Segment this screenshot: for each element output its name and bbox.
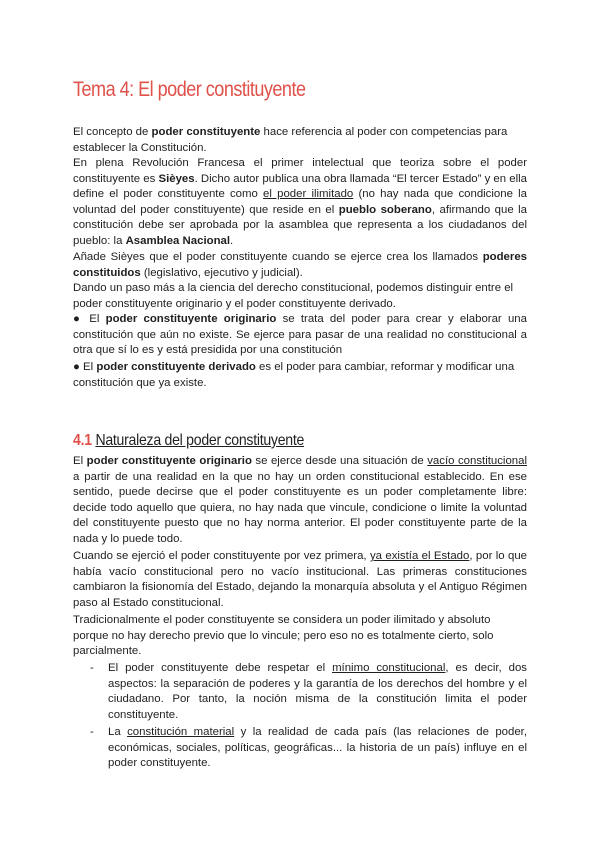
page-title: Tema 4: El poder constituyente xyxy=(73,78,306,101)
list-item xyxy=(90,661,527,723)
text: El xyxy=(82,313,106,325)
underlined-term: vacío constitucional xyxy=(427,455,527,467)
bold-term: poderes constituidos xyxy=(73,251,527,279)
text: , es decir, dos aspectos: la separación de poderes y la garantía de los derechos del hombre y el ciudadano. Por tanto, la noción misma de la constitución limita el poder constituyente. xyxy=(108,662,527,721)
intro-paragraph-3 xyxy=(73,250,527,281)
bold-term: poder constituyente xyxy=(151,126,261,138)
dash-icon: - xyxy=(90,726,94,738)
list-item-text xyxy=(108,725,527,772)
bold-term: poder constituyente derivado xyxy=(96,361,256,373)
intro-bullet-derivado xyxy=(73,360,527,391)
section-number: 4.1 xyxy=(73,432,92,449)
underlined-term: constitución material xyxy=(127,726,235,738)
text: El xyxy=(79,361,97,373)
text: se ejerce desde una situación de xyxy=(251,455,428,467)
section-paragraph-2 xyxy=(73,549,527,611)
text: , afirmando que la constitución debe ser aprobada por la asamblea que representa a los ciudadanos del pueblo: la xyxy=(73,203,528,247)
dash-icon: - xyxy=(90,662,94,674)
list-item xyxy=(90,725,527,772)
bold-term: Asamblea Nacional xyxy=(125,234,231,247)
list-item-text xyxy=(108,661,527,723)
text: se trata del poder para crear y elaborar una constitución que aún no existe. Se ejerce para pasar de una realidad no constitucional a otra que sí lo es y está presidida por una constitución xyxy=(73,313,527,357)
text: Añade Sièyes que el poder constituyente cuando se ejerce crea los llamados xyxy=(73,251,483,263)
text: El xyxy=(73,455,87,467)
text: Cuando se ejerció el poder constituyente por vez primera, xyxy=(73,550,370,562)
text: El concepto de xyxy=(73,126,152,138)
bullet-icon: ● xyxy=(73,361,80,373)
bold-term: poder constituyente originario xyxy=(86,455,252,467)
intro-paragraph-4: Dando un paso más a la ciencia del derecho constitucional, podemos distinguir entre el poder constituyente originario y el poder constituyente derivado. xyxy=(73,282,514,310)
text: , por lo que había vacío constitucional pero no vacío institucional. Las primeras constituciones cambiaron la fisionomía del Estado, dejando la monarquía absoluta y el Antiguo Régimen paso al Estado constitucional. xyxy=(73,550,527,609)
section-paragraph-3: Tradicionalmente el poder constituyente se considera un poder ilimitado y absoluto porque no hay derecho previo que lo vincule; pero eso no es totalmente cierto, solo parcialmente. xyxy=(73,614,494,658)
bullet-icon: ● xyxy=(73,313,83,325)
text: hace referencia al poder con competencias para establecer la Constitución. xyxy=(73,126,508,154)
text: La xyxy=(108,726,128,738)
section-title: Naturaleza del poder constituyente xyxy=(95,432,305,449)
bold-term: pueblo soberano xyxy=(338,203,432,216)
text: y la realidad de cada país (las relaciones de poder, económicas, sociales, políticas, geográficas... la historia de un país) influye en el poder constituyente. xyxy=(108,726,527,770)
underlined-term: ya existía el Estado xyxy=(369,550,470,562)
text: (legislativo, ejecutivo y judicial). xyxy=(140,266,303,279)
underlined-term: el poder ilimitado xyxy=(263,188,354,201)
text: (no hay nada que condicione la voluntad del poder constituyente) que reside en el xyxy=(73,188,527,216)
bold-term: Sièyes xyxy=(158,172,195,185)
intro-paragraph-1 xyxy=(73,125,527,156)
section-paragraph-1 xyxy=(73,454,527,548)
text: es el poder para cambiar, reformar y modificar una constitución que ya existe. xyxy=(73,361,515,389)
text: En plena Revolución Francesa el primer intelectual que teoriza sobre el poder constituyente es xyxy=(73,157,527,185)
text: . xyxy=(230,234,234,247)
text: . Dicho autor publica una obra llamada “El tercer Estado” y en ella define el poder constituyente como xyxy=(73,172,527,201)
text: a partir de una realidad en la que no hay un orden constitucional establecido. En ese sentido, puede decirse que el poder constituyente es un poder completamente libre: decide todo aquello que quiera, no hay nada que vincule, condicione o limite la voluntad del constituyente puesto que no hay norma anterior. El poder constituyente parte de la nada y lo puede todo. xyxy=(73,470,527,545)
section-heading xyxy=(73,432,304,450)
text: El poder constituyente debe respetar el xyxy=(108,662,333,674)
underlined-term: mínimo constitucional xyxy=(332,662,446,674)
intro-bullet-originario xyxy=(73,312,527,359)
bold-term: poder constituyente originario xyxy=(105,313,277,325)
intro-paragraph-2 xyxy=(73,156,527,250)
